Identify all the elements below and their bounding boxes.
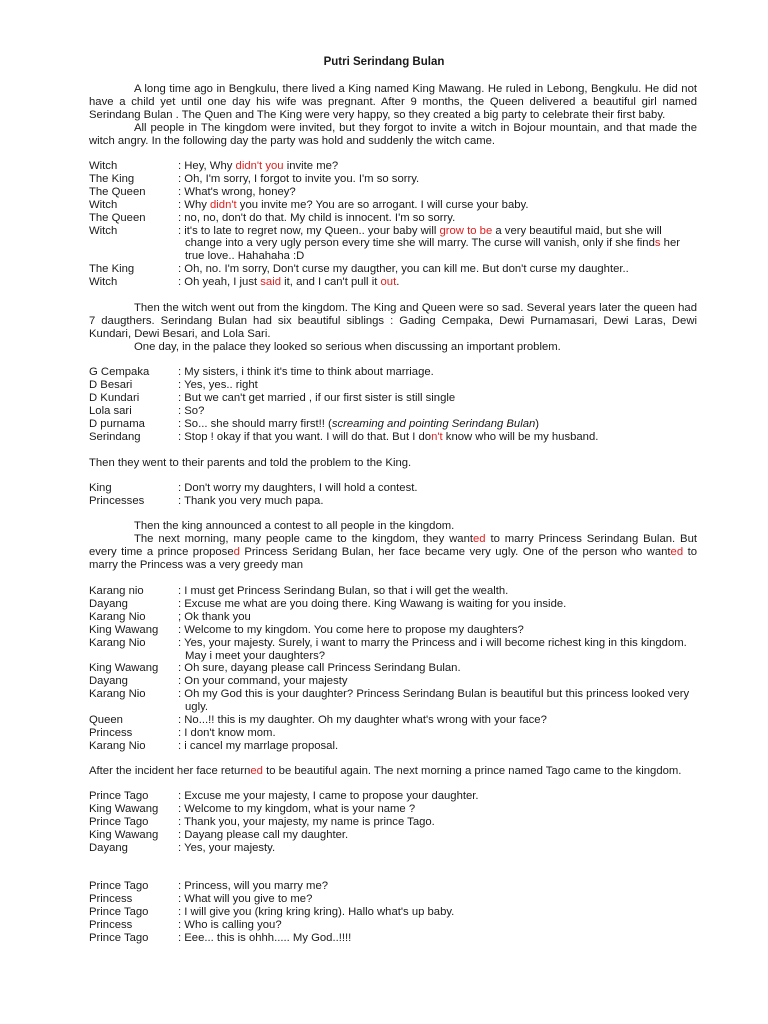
text-run: : Why bbox=[178, 198, 211, 211]
speaker-name: Karang nio bbox=[89, 585, 144, 597]
dialog-line bbox=[89, 675, 697, 688]
speaker-name: D purnama bbox=[89, 417, 145, 430]
paragraph bbox=[89, 122, 697, 148]
dialog-text bbox=[178, 919, 697, 932]
dialog-line bbox=[89, 225, 697, 264]
text-run: : Thank you, your majesty, my name is prince Tago. bbox=[178, 815, 435, 828]
text-run: A long time ago in Bengkulu, there lived a King named King Mawang. He ruled in Lebong, Bengkulu. He did not have a child yet until one day his wife was pregnant. After 9 months, the Queen delivered a beautiful girl named Serindang Bulan . The Quen and The King were very happy, so they created a big party to celebrate their first baby. bbox=[89, 83, 697, 121]
dialog-line bbox=[89, 186, 697, 199]
text-run: : Oh, I'm sorry, I forgot to invite you. I'm so sorry. bbox=[178, 172, 420, 185]
text-run: to be beautiful again. The next morning a prince named Tago came to the kingdom. bbox=[262, 765, 682, 777]
dialog-text bbox=[178, 482, 697, 495]
dialog-text bbox=[178, 392, 697, 405]
dialog-line bbox=[89, 714, 697, 727]
speaker-name: Karang Nio bbox=[89, 636, 146, 649]
highlighted-text: d bbox=[233, 545, 240, 558]
dialog-text bbox=[178, 418, 697, 431]
text-run: to marry the Princess was a very greedy man bbox=[89, 545, 697, 571]
dialog-witch bbox=[89, 160, 697, 289]
speaker-name: The Queen bbox=[89, 211, 146, 224]
text-run: Princess Seridang Bulan, her face became very ugly. One of the person who want bbox=[239, 545, 671, 558]
text-run: : Oh yeah, I just bbox=[178, 276, 261, 289]
dialog-text bbox=[178, 366, 697, 379]
dialog-line bbox=[89, 173, 697, 186]
speaker-name: Witch bbox=[89, 198, 118, 211]
text-run: : i cancel my marrlage proposal. bbox=[178, 739, 339, 752]
dialog-line bbox=[89, 919, 697, 932]
speaker-name: Princess bbox=[89, 726, 133, 739]
text-run: : So? bbox=[178, 404, 205, 417]
dialog-line bbox=[89, 816, 697, 829]
text-run: One day, in the palace they looked so serious when discussing an important problem. bbox=[134, 340, 561, 353]
dialog-text bbox=[178, 816, 697, 829]
dialog-text bbox=[178, 212, 697, 225]
dialog-text bbox=[178, 829, 697, 842]
speaker-name: King Wawang bbox=[89, 662, 159, 675]
text-run: : I will give you (kring kring kring). Hallo what's up baby. bbox=[178, 905, 455, 918]
dialog-text bbox=[178, 662, 697, 675]
text-run: : Dayang please call my daughter. bbox=[178, 828, 349, 841]
text-run: to marry Princess Serindang Bulan. But every time a prince propose bbox=[89, 532, 697, 558]
speaker-name: The King bbox=[89, 172, 135, 185]
highlighted-text: didn't bbox=[210, 198, 237, 211]
highlighted-text: n't bbox=[431, 430, 443, 443]
text-run: : What will you give to me? bbox=[178, 892, 313, 905]
speaker-name: Prince Tago bbox=[89, 815, 149, 828]
text-run: . bbox=[396, 276, 400, 289]
highlighted-text: s bbox=[654, 237, 661, 250]
text-run: : Oh sure, dayang please call Princess Serindang Bulan. bbox=[178, 662, 461, 675]
dialog-text bbox=[178, 624, 697, 637]
dialog-text bbox=[178, 727, 697, 740]
text-run: know who will be my husband. bbox=[442, 430, 599, 443]
text-run: : Yes, yes.. right bbox=[178, 378, 258, 391]
paragraph-incident bbox=[89, 765, 681, 778]
text-run: : On your command, your majesty bbox=[178, 675, 348, 688]
dialog-text bbox=[178, 893, 697, 906]
speaker-name: The Queen bbox=[89, 185, 146, 198]
intro-paragraphs bbox=[89, 83, 697, 148]
dialog-text bbox=[178, 405, 697, 418]
document-title: Putri Serindang Bulan bbox=[323, 56, 445, 68]
dialog-text bbox=[178, 906, 697, 919]
highlighted-text: ed bbox=[250, 765, 263, 777]
text-run: screaming and pointing Serindang Bulan bbox=[331, 417, 536, 430]
dialog-text bbox=[178, 173, 697, 186]
text-run: : But we can't get married , if our first sister is still single bbox=[178, 391, 456, 404]
paragraph bbox=[89, 341, 697, 354]
text-run: : Welcome to my kingdom. You come here to propose my daughters? bbox=[178, 623, 524, 636]
dialog-line bbox=[89, 790, 697, 803]
dialog-line bbox=[89, 842, 697, 855]
speaker-name: Witch bbox=[89, 276, 118, 289]
dialog-line bbox=[89, 160, 697, 173]
text-run: : Eee... this is ohhh..... My God..!!!! bbox=[178, 931, 352, 944]
speaker-name: King Wawang bbox=[89, 623, 159, 636]
text-run: After the incident her face return bbox=[89, 765, 251, 777]
dialog-line bbox=[89, 392, 697, 405]
dialog-text bbox=[178, 585, 697, 598]
speaker-name: Dayang bbox=[89, 597, 128, 610]
speaker-name: Princesses bbox=[89, 494, 145, 507]
text-run: : Oh, no. I'm sorry, Don't curse my daugther, you can kill me. But don't curse my daughter.. bbox=[178, 263, 629, 276]
dialog-text bbox=[178, 186, 697, 199]
paragraph-parents: Then they went to their parents and told the problem to the King. bbox=[89, 457, 412, 469]
text-run: : no, no, don't do that. My child is innocent. I'm so sorry. bbox=[178, 211, 456, 224]
text-run: : Thank you very much papa. bbox=[178, 494, 324, 507]
paragraph-siblings bbox=[89, 302, 697, 354]
text-run: : Excuse me what are you doing there. King Wawang is waiting for you inside. bbox=[178, 597, 567, 610]
text-run: : it's to late to regret now, my Queen.. your baby will bbox=[178, 224, 440, 237]
dialog-line bbox=[89, 740, 697, 753]
dialog-line bbox=[89, 611, 697, 624]
speaker-name: Prince Tago bbox=[89, 905, 149, 918]
text-run: Then the witch went out from the kingdom. The King and Queen were so sad. Several years later the queen had 7 daugthers. Serindang Bulan had six beautiful siblings : Gading Cempaka, Dewi Purnamasari, Dewi Laras, Dewi Kundari, Dewi Besari, and Lola Sari. bbox=[89, 302, 697, 340]
dialog-line bbox=[89, 803, 697, 816]
text-run: : So... she should marry first!! ( bbox=[178, 417, 332, 430]
text-run: her true love.. Hahahaha :D bbox=[185, 237, 680, 263]
dialog-line bbox=[89, 624, 697, 637]
text-run: : What's wrong, honey? bbox=[178, 185, 296, 198]
speaker-name: Queen bbox=[89, 714, 123, 727]
speaker-name: Prince Tago bbox=[89, 790, 149, 802]
dialog-text bbox=[178, 379, 697, 392]
dialog-line bbox=[89, 585, 697, 598]
text-run: : No...!! this is my daughter. Oh my daughter what's wrong with your face? bbox=[178, 714, 547, 727]
speaker-name: Dayang bbox=[89, 841, 128, 854]
dialog-line bbox=[89, 906, 697, 919]
text-run: : Stop ! okay if that you want. I will do that. But I do bbox=[178, 430, 432, 443]
text-run: a very beautiful maid, but she will change into a very ugly person every time she will marry. The curse will vanish, only if she find bbox=[185, 224, 662, 250]
text-run: : Yes, your majesty. Surely, i want to marry the Princess and i will become richest king in this kingdom. May i meet your daughters? bbox=[178, 636, 687, 662]
dialog-line bbox=[89, 932, 697, 945]
text-run: : Don't worry my daughters, I will hold a contest. bbox=[178, 482, 418, 494]
text-run: you invite me? You are so arrogant. I will curse your baby. bbox=[236, 198, 529, 211]
dialog-line bbox=[89, 263, 697, 276]
dialog-line bbox=[89, 637, 697, 663]
speaker-name: Serindang bbox=[89, 430, 141, 443]
paragraph bbox=[89, 302, 697, 341]
paragraph bbox=[89, 83, 697, 122]
dialog-proposal bbox=[89, 880, 697, 945]
speaker-name: King Wawang bbox=[89, 802, 159, 815]
dialog-line bbox=[89, 662, 697, 675]
text-run: : Oh my God this is your daughter? Princess Serindang Bulan is beautiful but this princess looked very ugly. bbox=[178, 688, 690, 714]
highlighted-text: said bbox=[260, 276, 281, 289]
text-run: ; Ok thank you bbox=[178, 610, 251, 623]
text-run: : I don't know mom. bbox=[178, 726, 276, 739]
text-run: All people in The kingdom were invited, but they forgot to invite a witch in Bojour mountain, and that made the witch angry. In the following day the party was hold and suddenly the witch came. bbox=[89, 121, 697, 147]
dialog-line bbox=[89, 482, 697, 495]
dialog-prince-tago bbox=[89, 790, 697, 855]
dialog-king-contest bbox=[89, 482, 697, 508]
dialog-line bbox=[89, 405, 697, 418]
dialog-line bbox=[89, 212, 697, 225]
dialog-sisters bbox=[89, 366, 697, 443]
text-run: The next morning, many people came to the kingdom, they want bbox=[134, 532, 473, 545]
speaker-name: D Kundari bbox=[89, 391, 140, 404]
text-run: : Who is calling you? bbox=[178, 918, 282, 931]
dialog-line bbox=[89, 495, 697, 508]
speaker-name: Princess bbox=[89, 892, 133, 905]
dialog-line bbox=[89, 598, 697, 611]
text-run: : Yes, your majesty. bbox=[178, 841, 276, 854]
text-run: : Excuse me your majesty, I came to propose your daughter. bbox=[178, 790, 479, 802]
dialog-text bbox=[178, 263, 697, 276]
highlighted-text: didn't you bbox=[235, 160, 284, 172]
text-run: : Princess, will you marry me? bbox=[178, 880, 329, 892]
paragraph-contest bbox=[89, 520, 697, 572]
dialog-text bbox=[178, 740, 697, 753]
speaker-name: Prince Tago bbox=[89, 880, 149, 892]
dialog-text bbox=[178, 688, 697, 714]
dialog-line bbox=[89, 688, 697, 714]
dialog-line bbox=[89, 829, 697, 842]
dialog-line bbox=[89, 379, 697, 392]
speaker-name: Witch bbox=[89, 224, 118, 237]
dialog-line bbox=[89, 893, 697, 906]
dialog-text bbox=[178, 842, 697, 855]
dialog-text bbox=[178, 199, 697, 212]
speaker-name: Prince Tago bbox=[89, 931, 149, 944]
dialog-text bbox=[178, 803, 697, 816]
highlighted-text: out bbox=[380, 276, 397, 289]
speaker-name: King Wawang bbox=[89, 828, 159, 841]
speaker-name: Karang Nio bbox=[89, 610, 146, 623]
speaker-name: Witch bbox=[89, 160, 118, 172]
dialog-line bbox=[89, 727, 697, 740]
speaker-name: Dayang bbox=[89, 675, 128, 688]
speaker-name: Princess bbox=[89, 918, 133, 931]
dialog-text bbox=[178, 932, 697, 945]
highlighted-text: ed bbox=[473, 532, 486, 545]
speaker-name: Karang Nio bbox=[89, 739, 146, 752]
speaker-name: D Besari bbox=[89, 378, 133, 391]
dialog-line bbox=[89, 276, 697, 289]
text-run: ) bbox=[535, 417, 540, 430]
dialog-line bbox=[89, 199, 697, 212]
speaker-name: Karang Nio bbox=[89, 688, 146, 701]
dialog-text bbox=[178, 675, 697, 688]
paragraph bbox=[89, 533, 697, 572]
highlighted-text: grow to be bbox=[439, 224, 493, 237]
dialog-text bbox=[178, 160, 697, 173]
speaker-name: The King bbox=[89, 263, 135, 276]
dialog-text bbox=[178, 225, 697, 264]
speaker-name: Lola sari bbox=[89, 404, 132, 417]
text-run: : I must get Princess Serindang Bulan, so that i will get the wealth. bbox=[178, 585, 509, 597]
highlighted-text: ed bbox=[670, 545, 684, 558]
dialog-line bbox=[89, 880, 697, 893]
speaker-name: King bbox=[89, 482, 112, 494]
dialog-text bbox=[178, 598, 697, 611]
text-run: Then the king announced a contest to all people in the kingdom. bbox=[134, 520, 455, 532]
dialog-text bbox=[178, 276, 697, 289]
dialog-line bbox=[89, 366, 697, 379]
dialog-text bbox=[178, 714, 697, 727]
dialog-text bbox=[178, 880, 697, 893]
text-run: invite me? bbox=[283, 160, 339, 172]
dialog-text bbox=[178, 790, 697, 803]
dialog-text bbox=[178, 431, 697, 444]
text-run: : My sisters, i think it's time to think about marriage. bbox=[178, 366, 434, 378]
dialog-text bbox=[178, 495, 697, 508]
speaker-name: G Cempaka bbox=[89, 366, 150, 378]
dialog-text bbox=[178, 637, 697, 663]
paragraph bbox=[89, 520, 697, 533]
text-run: it, and I can't pull it bbox=[281, 276, 381, 289]
dialog-line bbox=[89, 418, 697, 431]
text-run: : Welcome to my kingdom, what is your name ? bbox=[178, 802, 416, 815]
text-run: : Hey, Why bbox=[178, 160, 236, 172]
dialog-karang-nio bbox=[89, 585, 697, 753]
dialog-text bbox=[178, 611, 697, 624]
dialog-line bbox=[89, 431, 697, 444]
